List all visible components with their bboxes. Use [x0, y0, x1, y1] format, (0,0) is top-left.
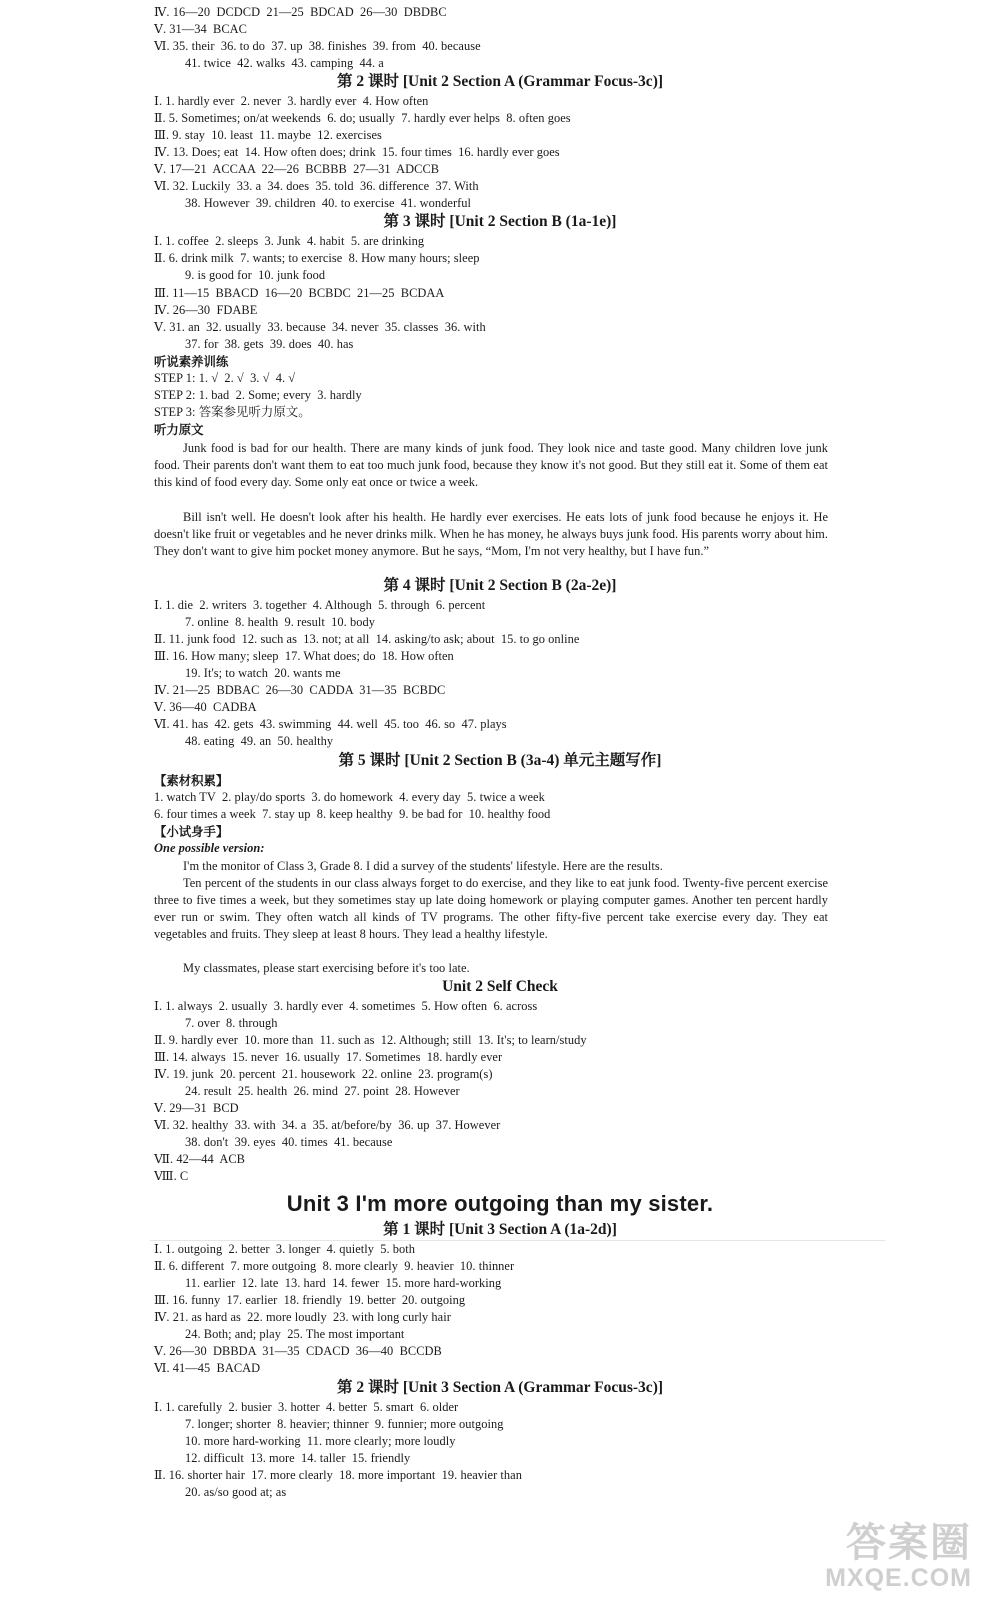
text-line: Ⅴ. 26—30 DBBDA 31—35 CDACD 36—40 BCCDB — [154, 1344, 442, 1358]
writing-paragraph: I'm the monitor of Class 3, Grade 8. I did a survey of the students' lifestyle. Here are the results. — [183, 859, 663, 873]
text-line: Ⅳ. 16—20 DCDCD 21—25 BDCAD 26—30 DBDBC — [154, 5, 447, 19]
text-line: 24. Both; and; play 25. The most important — [185, 1327, 405, 1341]
section-label: 【素材积累】 — [154, 773, 229, 788]
text-line: Ⅱ. 16. shorter hair 17. more clearly 18. more important 19. heavier than — [154, 1468, 522, 1482]
writing-paragraph: My classmates, please start exercising before it's too late. — [183, 961, 470, 975]
text-line: 1. watch TV 2. play/do sports 3. do homework 4. every day 5. twice a week — [154, 790, 545, 804]
text-line: 7. longer; shorter 8. heavier; thinner 9. funnier; more outgoing — [185, 1417, 504, 1431]
section-label: 听力原文 — [154, 422, 204, 437]
text-line: 48. eating 49. an 50. healthy — [185, 734, 334, 748]
text-line: Ⅶ. 42—44 ACB — [154, 1152, 245, 1166]
text-line: Ⅵ. 32. Luckily 33. a 34. does 35. told 36. difference 37. With — [154, 179, 479, 193]
text-line: Ⅱ. 9. hardly ever 10. more than 11. such as 12. Although; still 13. It's; to learn/study — [154, 1033, 587, 1047]
text-line: 37. for 38. gets 39. does 40. has — [185, 337, 354, 351]
text-line: Ⅰ. 1. outgoing 2. better 3. longer 4. quietly 5. both — [154, 1242, 416, 1256]
version-label: One possible version: — [154, 841, 265, 855]
text-line: 12. difficult 13. more 14. taller 15. friendly — [185, 1451, 411, 1465]
text-line: Ⅲ. 16. How many; sleep 17. What does; do 18. How often — [154, 649, 454, 663]
divider — [150, 1240, 885, 1241]
text-line: Ⅲ. 9. stay 10. least 11. maybe 12. exercises — [154, 128, 382, 142]
watermark-text: 答案圈 — [846, 1521, 972, 1565]
watermark — [825, 1522, 972, 1592]
text-line: Ⅲ. 16. funny 17. earlier 18. friendly 19. better 20. outgoing — [154, 1293, 466, 1307]
listening-paragraph: Junk food is bad for our health. There are many kinds of junk food. They look nice and taste good. Many children love junk food. Their parents don't want them to eat too much junk food, because they know it's not good. But they still eat it. Some of them eat this kind of food every day. Some only eat once or twice a week. — [154, 441, 828, 489]
text-line: 41. twice 42. walks 43. camping 44. a — [185, 56, 384, 70]
lesson-heading: 第 4 课时 [Unit 2 Section B (2a-2e)] — [383, 577, 617, 594]
text-line: Ⅰ. 1. carefully 2. busier 3. hotter 4. better 5. smart 6. older — [154, 1400, 459, 1414]
text-line: 19. It's; to watch 20. wants me — [185, 666, 341, 680]
text-line: 7. online 8. health 9. result 10. body — [185, 615, 375, 629]
text-line: STEP 1: 1. √ 2. √ 3. √ 4. √ — [154, 371, 296, 385]
text-line: Ⅷ. C — [154, 1169, 189, 1183]
lesson-heading: 第 2 课时 [Unit 2 Section A (Grammar Focus-3c)] — [336, 73, 664, 90]
text-line: Ⅱ. 11. junk food 12. such as 13. not; at all 14. asking/to ask; about 15. to go online — [154, 632, 580, 646]
text-line: Ⅴ. 17—21 ACCAA 22—26 BCBBB 27—31 ADCCB — [154, 162, 440, 176]
text-line: Ⅰ. 1. die 2. writers 3. together 4. Although 5. through 6. percent — [154, 598, 486, 612]
text-line: Ⅱ. 6. drink milk 7. wants; to exercise 8. How many hours; sleep — [154, 251, 480, 265]
text-line: Ⅴ. 36—40 CADBA — [154, 700, 257, 714]
unit-title: Unit 3 I'm more outgoing than my sister. — [286, 1191, 714, 1216]
text-line: 10. more hard-working 11. more clearly; more loudly — [185, 1434, 456, 1448]
text-line: 11. earlier 12. late 13. hard 14. fewer 15. more hard-working — [185, 1276, 502, 1290]
section-label: 听说素养训练 — [154, 354, 229, 369]
text-line: Ⅱ. 5. Sometimes; on/at weekends 6. do; usually 7. hardly ever helps 8. often goes — [154, 111, 571, 125]
text-line: Ⅰ. 1. always 2. usually 3. hardly ever 4. sometimes 5. How often 6. across — [154, 999, 538, 1013]
text-line: Ⅲ. 11—15 BBACD 16—20 BCBDC 21—25 BCDAA — [154, 286, 445, 300]
text-line: 20. as/so good at; as — [185, 1485, 287, 1499]
writing-paragraph: Ten percent of the students in our class always forget to do exercise, and they like to eat junk food. Twenty-five percent exercise three to five times a week, but they sometimes stay up late doing homework or playing computer games. Another ten percent hardly ever run or swim. They often watch all kinds of TV programs. The other fifty-five percent take exercise every day. They eat vegetables and fruits. They sleep at least 8 hours. They lead a healthy lifestyle. — [154, 876, 828, 941]
text-line: Ⅳ. 26—30 FDABE — [154, 303, 258, 317]
text-line: Ⅴ. 29—31 BCD — [154, 1101, 239, 1115]
text-line: 9. is good for 10. junk food — [185, 268, 326, 282]
text-line: STEP 2: 1. bad 2. Some; every 3. hardly — [154, 388, 362, 402]
text-line: Ⅵ. 41—45 BACAD — [154, 1361, 261, 1375]
text-line: Ⅴ. 31—34 BCAC — [154, 22, 247, 36]
text-line: Ⅴ. 31. an 32. usually 33. because 34. never 35. classes 36. with — [154, 320, 486, 334]
lesson-heading: 第 5 课时 [Unit 2 Section B (3a-4) 单元主题写作] — [338, 752, 662, 769]
text-line: STEP 3: 答案参见听力原文。 — [154, 405, 311, 419]
text-line: Ⅵ. 35. their 36. to do 37. up 38. finishes 39. from 40. because — [154, 39, 481, 53]
text-line: 6. four times a week 7. stay up 8. keep healthy 9. be bad for 10. healthy food — [154, 807, 551, 821]
text-line: Ⅳ. 21. as hard as 22. more loudly 23. with long curly hair — [154, 1310, 451, 1324]
text-line: Ⅵ. 41. has 42. gets 43. swimming 44. well 45. too 46. so 47. plays — [154, 717, 507, 731]
text-line: Ⅳ. 19. junk 20. percent 21. housework 22. online 23. program(s) — [154, 1067, 493, 1081]
text-line: Ⅲ. 14. always 15. never 16. usually 17. Sometimes 18. hardly ever — [154, 1050, 503, 1064]
lesson-heading: 第 1 课时 [Unit 3 Section A (1a-2d)] — [383, 1221, 617, 1238]
lesson-heading: 第 2 课时 [Unit 3 Section A (Grammar Focus-3c)] — [336, 1379, 664, 1396]
listening-paragraph: Bill isn't well. He doesn't look after his health. He hardly ever exercises. He eats lots of junk food because he enjoys it. He doesn't like fruit or vegetables and he never drinks milk. When he has money, he always buys junk food. His parents worry about him. They don't want to give him pocket money anymore. But he says, “Mom, I'm not very healthy, but I have fun.” — [154, 510, 828, 558]
text-line: Ⅰ. 1. hardly ever 2. never 3. hardly ever 4. How often — [154, 94, 429, 108]
lesson-heading: Unit 2 Self Check — [442, 978, 558, 995]
section-label: 【小试身手】 — [154, 824, 229, 839]
text-line: Ⅰ. 1. coffee 2. sleeps 3. Junk 4. habit 5. are drinking — [154, 234, 425, 248]
watermark-url: MXQE.COM — [825, 1564, 972, 1592]
text-line: Ⅳ. 21—25 BDBAC 26—30 CADDA 31—35 BCBDC — [154, 683, 446, 697]
text-line: Ⅱ. 6. different 7. more outgoing 8. more clearly 9. heavier 10. thinner — [154, 1259, 515, 1273]
lesson-heading: 第 3 课时 [Unit 2 Section B (1a-1e)] — [383, 213, 617, 230]
text-line: 7. over 8. through — [185, 1016, 278, 1030]
text-line: Ⅵ. 32. healthy 33. with 34. a 35. at/before/by 36. up 37. However — [154, 1118, 501, 1132]
text-line: 24. result 25. health 26. mind 27. point 28. However — [185, 1084, 460, 1098]
text-line: 38. don't 39. eyes 40. times 41. because — [185, 1135, 393, 1149]
text-line: Ⅳ. 13. Does; eat 14. How often does; drink 15. four times 16. hardly ever goes — [154, 145, 560, 159]
text-line: 38. However 39. children 40. to exercise 41. wonderful — [185, 196, 472, 210]
